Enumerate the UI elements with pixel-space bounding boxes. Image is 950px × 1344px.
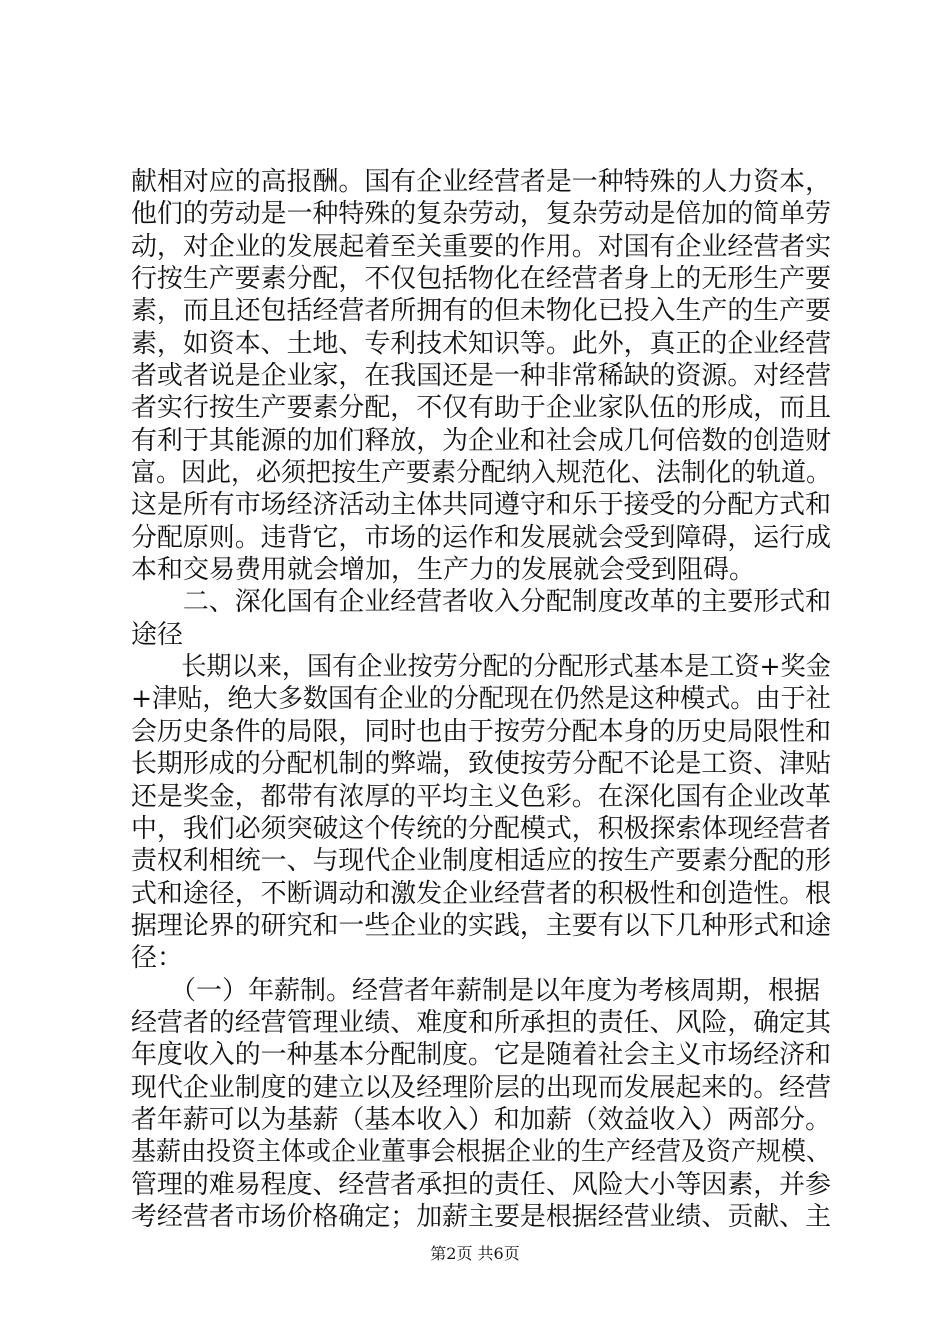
text-line: +津贴，绝大多数国有企业的分配现在仍然是这种模式。由于社: [131, 684, 831, 715]
page-number-footer: 第2页 共6页: [430, 1244, 520, 1263]
text-line: 还是奖金，都带有浓厚的平均主义色彩。在深化国有企业改革: [131, 781, 832, 812]
text-line: 据理论界的研究和一些企业的实践，主要有以下几种形式和途: [131, 910, 832, 941]
section-heading: 途径: [131, 619, 184, 650]
text-line: 素，而且还包括经营者所拥有的但未物化已投入生产的生产要: [131, 296, 832, 327]
text-line: 者年薪可以为基薪（基本收入）和加薪（效益收入）两部分。: [131, 1104, 832, 1135]
text-line: 年度收入的一种基本分配制度。它是随着社会主义市场经济和: [131, 1040, 832, 1071]
text-line: 者或者说是企业家，在我国还是一种非常稀缺的资源。对经营: [131, 361, 832, 392]
text-line: 有利于其能源的加们释放，为企业和社会成几何倍数的创造财: [131, 425, 832, 456]
text-line: 长期形成的分配机制的弊端，致使按劳分配不论是工资、津贴: [131, 749, 832, 780]
text-line: 现代企业制度的建立以及经理阶层的出现而发展起来的。经营: [131, 1072, 832, 1103]
text-line: 径：: [131, 943, 184, 974]
text-line: 基薪由投资主体或企业董事会根据企业的生产经营及资产规模、: [131, 1137, 831, 1168]
text-line: 行按生产要素分配，不仅包括物化在经营者身上的无形生产要: [131, 264, 832, 295]
text-line: 献相对应的高报酬。国有企业经营者是一种特殊的人力资本，: [131, 167, 832, 197]
text-line: 管理的难易程度、经营者承担的责任、风险大小等因素，并参: [131, 1169, 832, 1200]
text-line: 分配原则。违背它，市场的运作和发展就会受到障碍，运行成: [131, 522, 832, 553]
text-line: （一）年薪制。经营者年薪制是以年度为考核周期，根据: [131, 975, 821, 1006]
text-line: 考经营者市场价格确定；加薪主要是根据经营业绩、贡献、主: [131, 1201, 832, 1232]
text-line: 素，如资本、土地、专利技术知识等。此外，真正的企业经营: [131, 328, 832, 359]
text-line: 式和途径，不断调动和激发企业经营者的积极性和创造性。根: [131, 878, 832, 909]
text-line: 动，对企业的发展起着至关重要的作用。对国有企业经营者实: [131, 231, 832, 262]
text-line: 中，我们必须突破这个传统的分配模式，积极探索体现经营者: [131, 813, 832, 844]
section-heading: 二、深化国有企业经营者收入分配制度改革的主要形式和: [131, 587, 832, 618]
text-line: 会历史条件的局限，同时也由于按劳分配本身的历史局限性和: [131, 716, 832, 747]
text-line: 者实行按生产要素分配，不仅有助于企业家队伍的形成，而且: [131, 393, 832, 424]
text-line: 这是所有市场经济活动主体共同遵守和乐于接受的分配方式和: [131, 490, 832, 521]
text-line: 富。因此，必须把按生产要素分配纳入规范化、法制化的轨道。: [131, 458, 831, 489]
text-line: 本和交易费用就会增加，生产力的发展就会受到阻碍。: [131, 555, 756, 586]
text-line: 他们的劳动是一种特殊的复杂劳动，复杂劳动是倍加的简单劳: [131, 199, 832, 230]
text-line: 长期以来，国有企业按劳分配的分配形式基本是工资+奖金: [131, 652, 831, 683]
text-line: 责权利相统一、与现代企业制度相适应的按生产要素分配的形: [131, 846, 832, 877]
text-line: 经营者的经营管理业绩、难度和所承担的责任、风险，确定其: [131, 1007, 832, 1038]
